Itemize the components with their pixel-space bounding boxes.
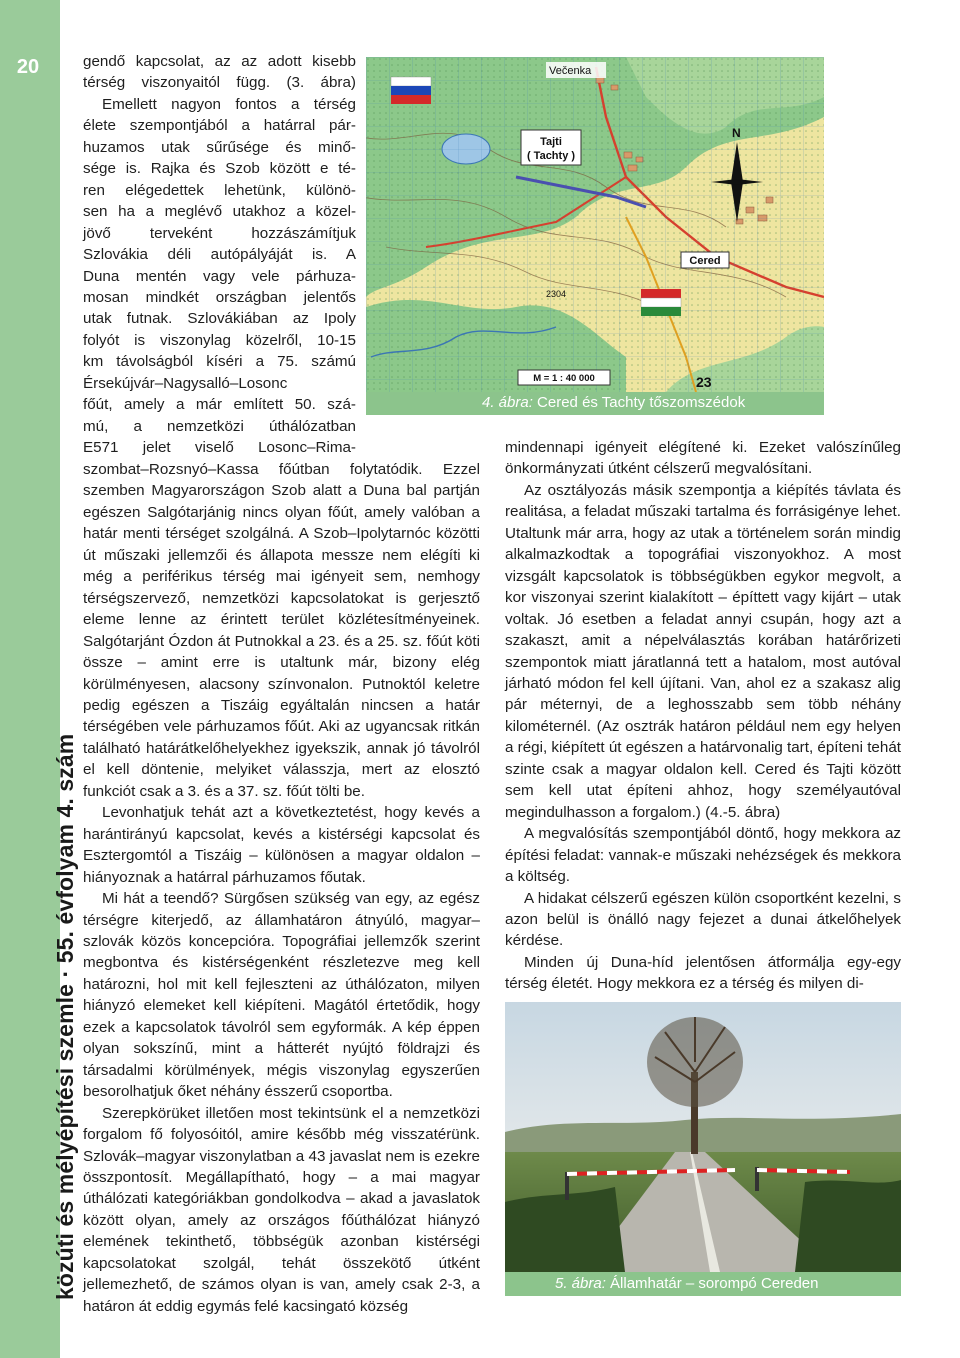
text-line: huzamos utak sűrűsége és minő- [83,138,356,156]
text-line: Emellett nagyon fontos a térség [102,95,356,113]
figure-caption-text: Cered és Tachty tőszomszédok [532,394,746,411]
text-line: ren elégedettek lehetünk, különö- [83,181,356,199]
text-line: térség viszonyaitól függ. (3. ábra) [83,74,356,92]
journal-title: közúti és mélyépítési szemle · 55. évfolyam 4. szám [52,733,78,1300]
map-road-number: 23 [696,374,712,390]
figure-label: 5. ábra: [555,1275,606,1292]
left-column [83,459,480,1317]
figure-4-caption [366,392,824,415]
hungarian-flag [641,289,681,316]
paragraph: A hidakat célszerű egészen külön csoportként kezelni, s azon belül is önálló nagy fejezet a dunai átkelőhelyek kérdése. [505,889,901,950]
text-line: utak futnak. Szlovákiában az Ipoly [83,310,356,328]
paragraph: szombat–Rozsnyó–Kassa főútban folytatódik. Ezzel szemben Magyarországon Szob alatt a Duna bal partján egészen Salgótarjánig nincs olyan főút, amely valóban a határ menti térséget szolgálná. A Szob–Ipolytarnóc közötti út műszaki jellemzői és állapota messze nem elégíti ki még a periférikus térség mai igényeit sem, nemhogy térségszervező, nemzetközi kapcsolatokat is gerjesztő eleme lenne az érintett terület közlétesítményeinek. Salgótarjánt Ózdon át Putnokkal a 23. és a 25. sz. főút köti össze – amint erre is utaltunk már, bizony elég körülményesen, alacsony színvonalon. Putnoktól keletre pedig egészen a Tiszáig egyáltalán nincsen a határ térségében vele párhuzamos főút. Aki az ugyancsak ritkán található határátkelőhelyekhez igyekszik, annak jó távolról el kell döntenie, melyiket válasszja, mert az elosztó funkciót csak a 3. és a 37. sz. főút tölti be. [83,461,480,800]
paragraph: mindennapi igényeit elégítené ki. Ezeket valószínűleg önkormányzati útként célszerű megvalósítani. [505,439,901,478]
text-line: sége is. Rajka és Szob között e té- [83,160,356,178]
photo-illustration [505,1002,901,1272]
text-line: Szlovákia déli autópályáját is. A [83,246,356,264]
text-line: folyót is viszonylag közelről, 10-15 [83,331,356,349]
figure-caption-text: Államhatár – sorompó Cereden [605,1275,819,1292]
map-scale: M = 1 : 40 000 [533,373,595,384]
paragraph: Minden új Duna-híd jelentősen átformálja egy-egy térség életét. Hogy mekkora ez a térség és milyen di- [505,953,901,993]
paragraph: A megvalósítás szempontjából döntő, hogy mekkora az építési feladat: vannak-e műszaki nehézségek és mekkora a költség. [505,825,901,886]
text-line: km távolságból kíséri a 75. számú [83,353,356,371]
figure-5-caption [505,1272,901,1296]
right-column [505,437,901,995]
map-road-number: 2304 [546,289,567,299]
text-line: E571 jelet viselő Losonc–Rima- [83,439,356,457]
text-line: mosan mindkét országban jelentős [83,288,356,306]
page-sidebar [0,0,60,1358]
text-line: gendő kapcsolat, az az adott kisebb [83,53,356,70]
text-line: főút, amely a már említett 50. szá- [83,396,356,414]
svg-text:N: N [732,126,741,140]
slovak-flag [391,77,431,104]
map-label-tachty: ( Tachty ) [526,150,576,162]
map-label-tajti: Tajti [540,136,562,148]
paragraph: Mi hát a teendő? Sürgősen szükség van egy, az egész térségre kiterjedő, az államhatáron átnyúló, magyar–szlovák közös koncepcióra. Topográfiai jellemzők szerint megbontva és kistérségenként részletezve meg kell határozni, hol mit kell fejleszteni az úthálózaton, milyen hiányzó elemeket kell kiépíteni. Magától értetődik, hogy ezek a kapcsolatok távolról sem egyformák. A kép éppen olyan sokszínű, mint a hátterét nyújtó földrajzi és társadalmi körülmények, mégis viszonylag egyszerűen besorolhatjuk őket néhány ésszerű csoportba. [83,890,480,1101]
figure-label: 4. ábra: [482,394,533,411]
map-figure [366,57,824,392]
left-column-top [83,51,356,459]
map-label-vecenka: Večenka [549,65,592,77]
paragraph: Szerepkörüket illetően most tekintsünk el a nemzetközi forgalom fő folyosóitól, amire később még visszatérünk. Szlovák–magyar viszonylatban a 43 javaslat nem is ezekre összpontosít. Megállapítható, hogy – a mai magyar úthálózati kategóriákban gondolkodva – akad a javaslatok között olyan, amely az országos főúthálózat hiányzó elemének tekinthető, többségük azonban kistérségi kapcsolatokat szolgál, tehát összekötő útként jellemezhető, de számos olyan is van, amely csak 2-3, a határon át eddig egymás felé kacsingató község [83,1104,480,1315]
text-line: Duna mentén vagy vele párhuza- [83,267,356,285]
text-line: Érsekújvár–Nagysalló–Losonc [83,374,288,392]
topographic-map [366,57,824,392]
page-number: 20 [16,56,40,78]
text-line: jövő terveként hozzászámítjuk [83,224,356,242]
text-line: mú, a nemzetközi úthálózatban [83,417,356,435]
border-barrier-photo [505,1002,901,1272]
text-line: sen ha a meglévő utakhoz a közel- [83,203,356,221]
paragraph: Levonhatjuk tehát azt a következtetést, hogy kevés a harántirányú kapcsolat, kevés a kistérségi kapcsolat és Esztergomtól a Tiszáig – különösen a magyar oldalon – hiányoznak a határral párhuzamos főutak. [83,804,480,886]
map-label-cered: Cered [689,255,721,267]
paragraph: Az osztályozás másik szempontja a kiépítés távlata és realitása, a feladat műszaki tartalma és forrásigénye lehet. Utaltunk már arra, hogy az utak a történelem során mindig alkalmazkodtak a topográfiai viszonyokhoz. A most vizsgált kapcsolatok is többségükben egykor megvolt, a kor viszonyai szerint kialakított – építtett vagy kijárt – utak voltak. Jó esetben a feladat annyi csupán, hogy azt a szakaszt, amit a népelválasztás korában határőrizeti szempontok miatt járatlanná tett a hatalom, most autóval járható módon fel kell újítani. Van, ahol ez a szakasz alig pár méternyi, de a leghosszabb sem több néhány kilométernél. (Az osztrák határon például nem egy helyen a régi, kiépített út egészen a határvonalig tart, építeni tehát szinte csak a magyar oldalon kell. Cered és Tajti között sem kell utat építeni ahhoz, hogy személyautóval megindulhasson a forgalom.) (4.-5. ábra) [505,481,901,821]
text-line: élete szempontjából a határral pár- [83,117,356,135]
